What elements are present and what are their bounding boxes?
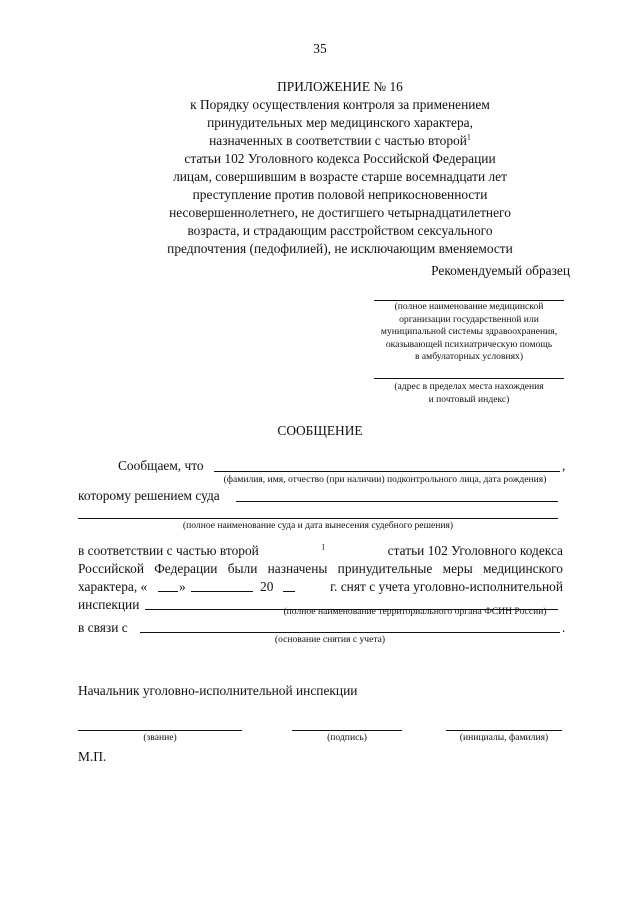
header-line: назначенных в соответствии с частью второй$^1$ [209, 132, 471, 148]
paragraph-line-1: в соответствии с частью второй $^1$ статьи 102 Уголовного кодекса [78, 542, 563, 558]
quote-close: » [179, 579, 186, 594]
reason-caption: (основание снятия с учета) [274, 634, 386, 645]
footnote-mark: 1 [466, 132, 471, 142]
paragraph-line-2: Российской Федерации были назначены принудительные меры медицинского [78, 561, 563, 576]
header-line: предпочтения (педофилией), не исключающим вменяемости [167, 241, 513, 256]
paragraph-line-3: характера, « [78, 579, 148, 594]
rank-caption: (звание) [143, 732, 177, 743]
month-field-line[interactable] [191, 591, 253, 592]
header-line: преступление против половой неприкосновенности [192, 187, 488, 202]
sample-label: Рекомендуемый образец [431, 263, 570, 278]
header-line: лицам, совершившим в возрасте старше восемнадцати лет [173, 169, 507, 184]
appendix-title: ПРИЛОЖЕНИЕ № 16 [277, 79, 403, 94]
year-field-line[interactable] [283, 591, 295, 592]
name-caption: (инициалы, фамилия) [459, 732, 549, 743]
person-caption: (фамилия, имя, отчество (при наличии) подконтрольного лица, дата рождения) [223, 474, 547, 485]
message-title: СООБЩЕНИЕ [277, 423, 363, 438]
paragraph-line-4: инспекции [78, 597, 140, 612]
court-field-line-1[interactable] [236, 501, 558, 502]
line1-suffix: , [562, 458, 566, 473]
org-caption: (полное наименование медицинской организации государственной или муниципальной системы здравоохранения, оказывающей психиатрическую помощь в амбулаторных условиях) [380, 301, 558, 362]
day-field-line[interactable] [158, 591, 178, 592]
header-line: принудительных мер медицинского характера, [207, 115, 473, 130]
address-caption: (адрес в пределах места нахождения и почтовый индекс) [394, 381, 544, 405]
reason-suffix: . [562, 620, 566, 635]
signature-caption: (подпись) [327, 732, 367, 743]
header-line: возраста, и страдающим расстройством сексуального [187, 223, 493, 238]
line1-prefix: Сообщаем, что [118, 458, 204, 473]
paragraph-line-3-end: г. снят с учета уголовно-исполнительной [330, 579, 563, 594]
signature-field-line[interactable] [292, 730, 402, 731]
header-line: несовершеннолетнего, не достигшего четырнадцатилетнего [169, 205, 511, 220]
person-field-line[interactable] [214, 471, 560, 472]
reason-field-line[interactable] [140, 632, 560, 633]
header-line: статьи 102 Уголовного кодекса Российской Федерации [184, 151, 496, 166]
head-label: Начальник уголовно-исполнительной инспекции [78, 683, 358, 698]
header-line: к Порядку осуществления контроля за применением [190, 97, 490, 112]
page-number: 35 [313, 41, 327, 56]
court-caption: (полное наименование суда и дата вынесения судебного решения) [182, 520, 454, 531]
name-field-line[interactable] [446, 730, 562, 731]
rank-field-line[interactable] [78, 730, 242, 731]
court-field-line-2[interactable] [78, 518, 558, 519]
seal-label: М.П. [78, 749, 107, 764]
address-field-line[interactable] [374, 378, 564, 379]
year-prefix: 20 [260, 579, 274, 594]
fsin-caption: (полное наименование территориального органа ФСИН России) [283, 606, 547, 617]
reason-prefix: в связи с [78, 620, 128, 635]
line2-prefix: которому решением суда [78, 488, 220, 503]
